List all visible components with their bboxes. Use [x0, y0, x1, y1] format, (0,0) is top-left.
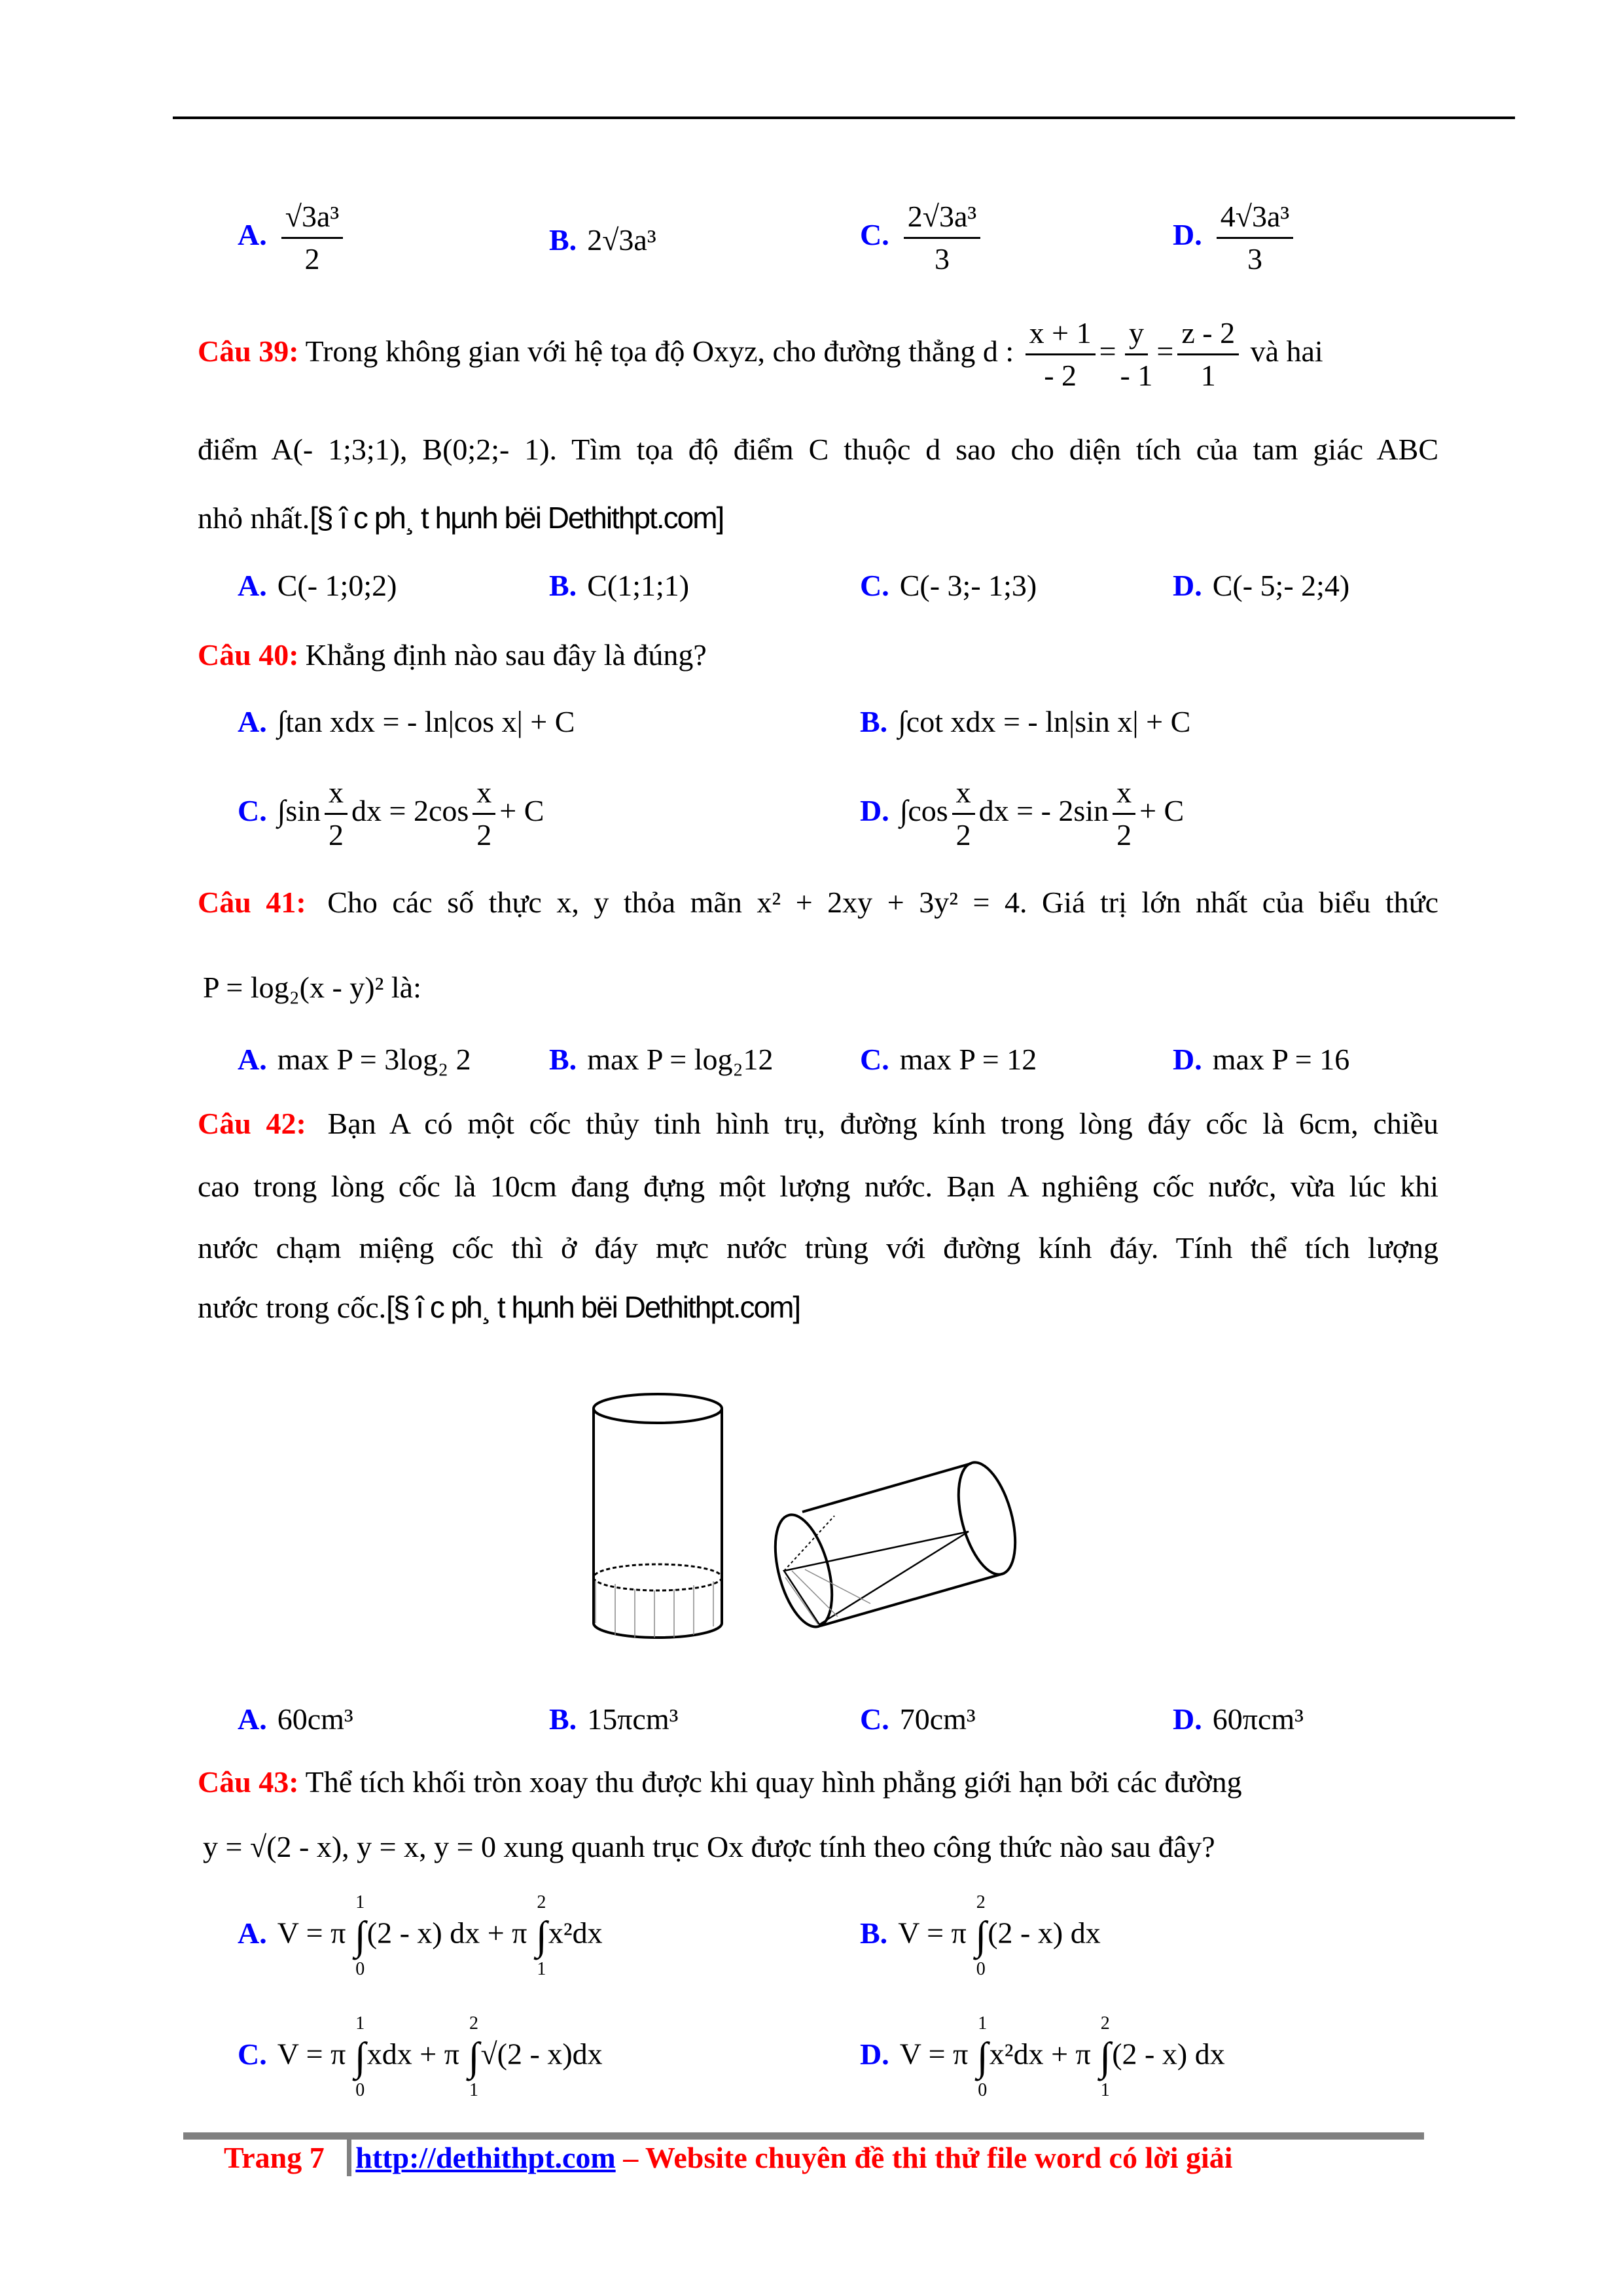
option-label: D. [1173, 1702, 1202, 1736]
question-number: Câu 39: [198, 334, 299, 368]
option-value: max P = 12 [899, 1043, 1037, 1076]
upright-glass [594, 1394, 722, 1638]
watermark: [§ î c ph¸ t hµnh bëi Dethithpt.com] [386, 1290, 800, 1324]
option-label: D. [860, 2037, 889, 2071]
fraction [1113, 772, 1135, 855]
option-label: A. [238, 569, 267, 602]
option-label: C. [860, 1702, 889, 1736]
denominator: 2 [304, 242, 320, 276]
option-label: A. [238, 705, 267, 738]
footer-link[interactable]: http://dethithpt.com [355, 2141, 616, 2174]
q43-line1 [198, 1765, 1242, 1799]
option-label: B. [549, 1043, 577, 1076]
q39-option-d[interactable] [1173, 568, 1349, 603]
lower-limit: 1 [469, 2080, 478, 2100]
q39-line1 [198, 313, 1323, 396]
question-number: Câu 40: [198, 638, 299, 672]
option-label: B. [860, 705, 888, 738]
question-text: Cho các số thực x, y thỏa mãn x² + 2xy + 3y² = 4. Giá trị lớn nhất của biểu thức [327, 886, 1439, 919]
expr: V = π [899, 2037, 969, 2071]
lower-limit: 1 [1100, 2080, 1110, 2100]
option-value: 60πcm³ [1212, 1702, 1304, 1736]
expr: √(2 - x)dx [480, 2037, 603, 2071]
q39-line2: điểm A(- 1;3;1), B(0;2;- 1). Tìm tọa độ điểm C thuộc d sao cho diện tích của tam giác ABC [198, 433, 1438, 466]
expr: + C [1139, 794, 1185, 828]
fraction [473, 772, 495, 855]
question-text: Thể tích khối tròn xoay thu được khi quay hình phẳng giới hạn bởi các đường [305, 1765, 1242, 1799]
denominator: - 2 [1044, 359, 1077, 392]
question-text: Bạn A có một cốc thủy tinh hình trụ, đường kính trong lòng đáy cốc là 6cm, chiều [327, 1107, 1439, 1140]
expr: ∫sin [277, 794, 321, 828]
option-label: C. [238, 2037, 267, 2071]
numerator: x [952, 772, 975, 815]
q39-option-a[interactable] [238, 568, 397, 603]
q42-option-b[interactable] [549, 1702, 678, 1736]
q43-line2: y = √(2 - x), y = x, y = 0 xung quanh trục Ox được tính theo công thức nào sau đây? [203, 1830, 1215, 1863]
option-value: max P = 16 [1212, 1043, 1350, 1076]
question-text: Trong không gian với hệ tọa độ Oxyz, cho đường thẳng d : [305, 334, 1014, 368]
numerator: x [1113, 772, 1135, 815]
q43-option-c[interactable] [238, 2013, 603, 2102]
lower-limit: 0 [976, 1959, 986, 1979]
option-value: C(- 5;- 2;4) [1212, 569, 1350, 602]
footer [224, 2140, 1233, 2175]
q39-line3 [198, 500, 1438, 535]
option-label: A. [238, 218, 267, 252]
question-text: Khẳng định nào sau đây là đúng? [305, 638, 707, 672]
option-label: C. [860, 569, 889, 602]
question-number: Câu 41: [198, 886, 306, 919]
integral-icon: 2 ∫ 0 [975, 1892, 987, 1979]
expr: ∫cos [899, 794, 948, 828]
q42-option-a[interactable] [238, 1702, 353, 1736]
upper-limit: 2 [1100, 2013, 1110, 2034]
denominator: 2 [329, 818, 344, 852]
q41-line2: P = log₂(x - y)² là: [203, 971, 421, 1004]
option-value: 70cm³ [899, 1702, 976, 1736]
option-value: max P = log₂12 [587, 1043, 774, 1076]
expr: (2 - x) dx [1112, 2037, 1225, 2071]
option-value: ∫tan xdx = - ln|cos x| + C [277, 705, 575, 738]
option-value: 15πcm³ [587, 1702, 679, 1736]
option-label: A. [238, 1043, 267, 1076]
expr: + C [499, 794, 544, 828]
option-label: D. [1173, 1043, 1202, 1076]
option-value: max P = 3log₂ 2 [277, 1043, 471, 1076]
fraction [1026, 313, 1096, 396]
q42-line1 [198, 1106, 1438, 1141]
integral-icon: 1 ∫ 0 [354, 2013, 366, 2100]
option-label: A. [238, 1916, 267, 1950]
option-label: B. [549, 223, 577, 257]
q38-option-c[interactable] [860, 196, 984, 279]
question-text: và hai [1250, 334, 1323, 368]
equals: = [1156, 334, 1174, 368]
question-text: nước trong cốc. [198, 1291, 387, 1324]
glass-figure [576, 1381, 1034, 1656]
integral-icon: 2 ∫ 1 [1099, 2013, 1111, 2100]
q38-option-b[interactable] [549, 223, 656, 257]
expr: dx = 2cos [351, 794, 469, 828]
expr: (2 - x) dx [988, 1916, 1101, 1950]
q42-line3: nước chạm miệng cốc thì ở đáy mực nước trùng với đường kính đáy. Tính thể tích lượng [198, 1231, 1438, 1265]
option-label: D. [1173, 569, 1202, 602]
denominator: 2 [476, 818, 492, 852]
upper-limit: 2 [976, 1892, 986, 1912]
denominator: - 1 [1120, 359, 1153, 392]
q40-option-b[interactable] [860, 704, 1190, 739]
q43-option-d[interactable] [860, 2013, 1225, 2102]
fraction [281, 196, 343, 279]
equals: = [1099, 334, 1116, 368]
lower-limit: 0 [978, 2080, 988, 2100]
q39-option-b[interactable] [549, 568, 689, 603]
q42-option-d[interactable] [1173, 1702, 1304, 1736]
expr: dx = - 2sin [978, 794, 1109, 828]
q43-option-b[interactable] [860, 1892, 1101, 1981]
q42-line2: cao trong lòng cốc là 10cm đang đựng một lượng nước. Bạn A nghiêng cốc nước, vừa lúc khi [198, 1170, 1438, 1203]
tilted-glass [765, 1456, 1026, 1633]
question-number: Câu 43: [198, 1765, 299, 1799]
watermark: [§ î c ph¸ t hµnh bëi Dethithpt.com] [310, 501, 724, 535]
denominator: 2 [955, 818, 971, 852]
q39-option-c[interactable] [860, 568, 1037, 603]
numerator: z - 2 [1177, 313, 1239, 355]
integral-icon: 1 ∫ 0 [976, 2013, 988, 2100]
header-rule [173, 117, 1515, 119]
upper-limit: 2 [469, 2013, 478, 2034]
option-value: C(- 3;- 1;3) [899, 569, 1037, 602]
lower-limit: 1 [537, 1959, 546, 1979]
fraction [1120, 313, 1153, 396]
lower-limit: 0 [355, 2080, 365, 2100]
numerator: x [325, 772, 348, 815]
option-value: 60cm³ [277, 1702, 353, 1736]
fraction [325, 772, 348, 855]
denominator: 1 [1200, 359, 1216, 392]
option-label: C. [238, 794, 267, 828]
expr: (2 - x) dx + π [366, 1916, 527, 1950]
q40-option-a[interactable] [238, 704, 575, 739]
q41-option-d[interactable] [1173, 1042, 1349, 1077]
numerator: y [1125, 313, 1148, 355]
option-value: ∫cot xdx = - ln|sin x| + C [898, 705, 1191, 738]
q38-option-a[interactable] [238, 196, 347, 279]
footer-bar [183, 2132, 1424, 2140]
q42-line4 [198, 1289, 1438, 1325]
q40-line1 [198, 637, 707, 672]
integral-icon: 2 ∫ 1 [535, 1892, 547, 1979]
integral-icon: 2 ∫ 1 [468, 2013, 480, 2100]
integral-icon: 1 ∫ 0 [354, 1892, 366, 1979]
option-label: C. [860, 1043, 889, 1076]
option-label: B. [549, 569, 577, 602]
option-label: D. [860, 794, 889, 828]
option-label: B. [860, 1916, 888, 1950]
fraction [1217, 196, 1293, 279]
denominator: 2 [1116, 818, 1132, 852]
denominator: 3 [1247, 242, 1262, 276]
expr: xdx + π [366, 2037, 459, 2071]
option-value: 2√3a³ [587, 223, 656, 257]
expr: x²dx [548, 1916, 603, 1950]
q41-line1 [198, 885, 1438, 920]
q40-option-c[interactable] [238, 772, 544, 855]
q41-option-c[interactable] [860, 1042, 1037, 1077]
q41-option-b[interactable] [549, 1042, 774, 1077]
question-number: Câu 42: [198, 1107, 306, 1140]
numerator: x + 1 [1026, 313, 1096, 355]
expr: V = π [277, 2037, 346, 2071]
upper-limit: 1 [978, 2013, 988, 2034]
q38-option-d[interactable] [1173, 196, 1297, 279]
numerator: 4√3a³ [1217, 196, 1293, 239]
option-label: D. [1173, 218, 1202, 252]
q40-option-d[interactable] [860, 772, 1184, 855]
upper-limit: 1 [355, 1892, 365, 1912]
numerator: x [473, 772, 495, 815]
fraction [1177, 313, 1239, 396]
question-text: nhỏ nhất. [198, 501, 310, 535]
q42-option-c[interactable] [860, 1702, 976, 1736]
expr: V = π [277, 1916, 346, 1950]
numerator: √3a³ [281, 196, 343, 239]
upper-limit: 1 [355, 2013, 365, 2034]
fraction [952, 772, 975, 855]
option-label: B. [549, 1702, 577, 1736]
option-label: C. [860, 218, 889, 252]
q41-option-a[interactable] [238, 1042, 471, 1077]
expr: x²dx + π [989, 2037, 1091, 2071]
numerator: 2√3a³ [904, 196, 980, 239]
lower-limit: 0 [355, 1959, 365, 1979]
expr: V = π [898, 1916, 967, 1950]
footer-tagline: – Website chuyên đề thi thử file word có lời giải [623, 2141, 1233, 2174]
option-label: A. [238, 1702, 267, 1736]
option-value: C(1;1;1) [587, 569, 690, 602]
q43-option-a[interactable] [238, 1892, 603, 1981]
fraction [904, 196, 980, 279]
page-number: Trang 7 [224, 2141, 325, 2174]
denominator: 3 [934, 242, 950, 276]
option-value: C(- 1;0;2) [277, 569, 397, 602]
upper-limit: 2 [537, 1892, 546, 1912]
